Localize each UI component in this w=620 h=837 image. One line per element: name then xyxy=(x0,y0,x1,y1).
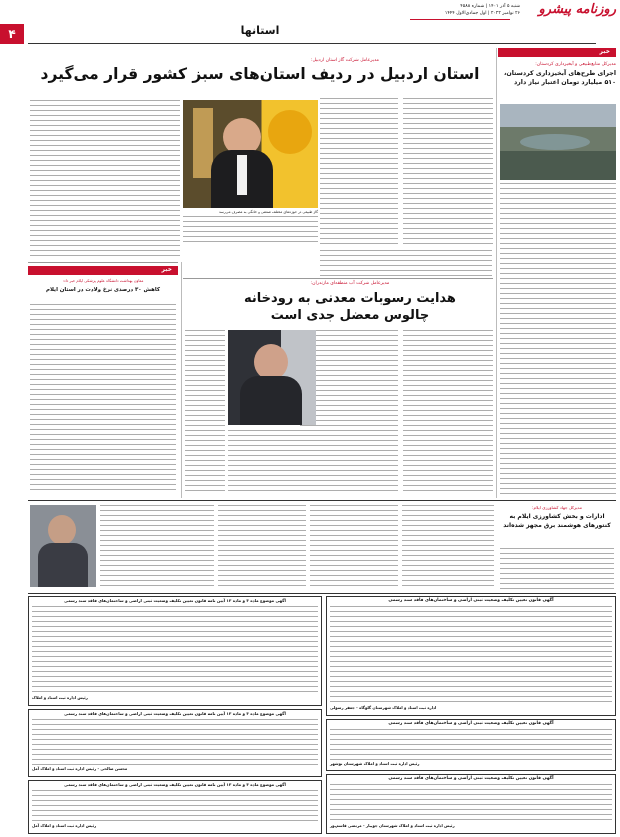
main-photo xyxy=(183,100,318,208)
main-photo-caption: گاز طبیعی در حوزه‌های مختلف صنعتی و خانگی به مصرف می‌رسد xyxy=(218,210,318,214)
notice-body-3 xyxy=(330,784,612,822)
masthead-rule xyxy=(410,19,510,20)
row-photo xyxy=(30,505,96,587)
row-body-col-4 xyxy=(218,505,306,590)
notice-title-6: آگهی موضوع ماده ۳ و ماده ۱۳ آیین نامه قانون تعیین تکلیف وضعیت ثبتی اراضی و ساختمان‌های فاقد سند رسمی xyxy=(64,782,286,787)
left-body xyxy=(30,304,176,492)
notice-title-3: آگهی قانون تعیین تکلیف وضعیت ثبتی اراضی و ساختمان‌های فاقد سند رسمی xyxy=(388,776,554,781)
main-body-col-2 xyxy=(320,98,398,248)
notice-body-1 xyxy=(330,606,612,704)
sidebar-body xyxy=(500,183,616,496)
notice-sign-1: اداره ثبت اسناد و املاک شهرستان گلوگاه - جعفر رسولی xyxy=(330,705,437,710)
row-body-col-5 xyxy=(100,505,214,590)
second-photo xyxy=(228,330,316,425)
row-body-col-3 xyxy=(310,505,398,590)
notice-sign-2: رئیس اداره ثبت اسناد و املاک شهرستان نوشهر xyxy=(330,761,420,766)
notice-body-6 xyxy=(32,790,318,822)
third-title: ادارات و بخش کشاورزی ایلام به کنتورهای هوشمند برق مجهز شده‌اند xyxy=(503,513,611,529)
sidebar-title: اجرای طرح‌های آبخیزداری کردستان، ۵۱۰ میلیارد تومان اعتبار نیاز دارد xyxy=(503,70,616,86)
left-kicker: معاون بهداشت دانشگاه علوم پزشکی ایلام خبر داد: xyxy=(62,278,144,283)
second-headline: هدایت رسوبات معدنی به رودخانه چالوس معضل جدی است xyxy=(244,291,456,323)
main-kicker: مدیرعامل شرکت گاز استان اردبیل: xyxy=(310,58,379,63)
main-body-col-1 xyxy=(403,98,493,248)
issue-date-line-1: شنبه ۵ آذر ۱۴۰۱ | شماره ۴۵۸۸ xyxy=(460,4,520,9)
sidebar-landscape-photo xyxy=(500,104,616,180)
left-tag: خبر xyxy=(161,266,172,273)
page-number: ۴ xyxy=(8,27,16,41)
second-body-col-1 xyxy=(403,330,493,495)
notice-title-5: آگهی موضوع ماده ۳ و ماده ۱۳ آیین نامه قانون تعیین تکلیف وضعیت ثبتی اراضی و ساختمان‌های فاقد سند رسمی xyxy=(64,711,286,716)
left-title: کاهش ۳۰ درصدی نرخ ولادت در استان ایلام xyxy=(46,287,160,293)
masthead xyxy=(0,0,620,46)
sidebar-tag: خبر xyxy=(599,48,610,55)
notice-body-4 xyxy=(32,606,318,694)
notice-body-2 xyxy=(330,729,612,761)
main-body-col-3 xyxy=(30,100,180,260)
notice-sign-5: محسن صالحی - رئیس اداره ثبت اسناد و املاک آمل xyxy=(32,766,128,771)
section-title: استانها xyxy=(240,24,280,37)
main-body-col-2b xyxy=(320,250,492,278)
second-kicker: مدیرعامل شرکت آب منطقه‌ای مازندران: xyxy=(310,281,390,286)
second-body-col-4 xyxy=(228,430,398,495)
notice-sign-3: رئیس اداره ثبت اسناد و املاک شهرستان جویبار - مرتضی قاسم‌پور xyxy=(330,823,455,828)
notice-title-1: آگهی قانون تعیین تکلیف وضعیت ثبتی اراضی و ساختمان‌های فاقد سند رسمی xyxy=(388,598,554,603)
notice-body-5 xyxy=(32,719,318,765)
brand-logo: روزنامه پیشرو xyxy=(538,2,616,17)
row-body-col-2 xyxy=(402,505,494,590)
notice-title-4: آگهی موضوع ماده ۳ و ماده ۱۳ آیین نامه قانون تعیین تکلیف وضعیت ثبتی اراضی و ساختمان‌های فاقد سند رسمی xyxy=(64,598,286,603)
issue-date-line-2: ۲۶ نوامبر ۲۰۲۲ | اول جمادی‌الاول ۱۴۴۴ xyxy=(444,11,520,16)
notice-sign-6: رئیس اداره ثبت اسناد و املاک آمل xyxy=(32,823,97,828)
sidebar-kicker: مدیرکل منابع‌طبیعی و آبخیزداری کردستان: xyxy=(535,62,616,67)
notice-sign-4: رئیس اداره ثبت اسناد و املاک xyxy=(32,695,88,700)
main-photo-caption-body xyxy=(183,216,318,246)
main-headline: استان اردبیل در ردیف استان‌های سبز کشور قرار می‌گیرد xyxy=(40,65,480,83)
third-body-col-1 xyxy=(500,548,614,590)
notice-title-2: آگهی قانون تعیین تکلیف وضعیت ثبتی اراضی و ساختمان‌های فاقد سند رسمی xyxy=(388,721,554,726)
second-body-col-3 xyxy=(185,330,225,495)
third-kicker: مدیرکل جهاد کشاورزی ایلام: xyxy=(532,505,582,510)
